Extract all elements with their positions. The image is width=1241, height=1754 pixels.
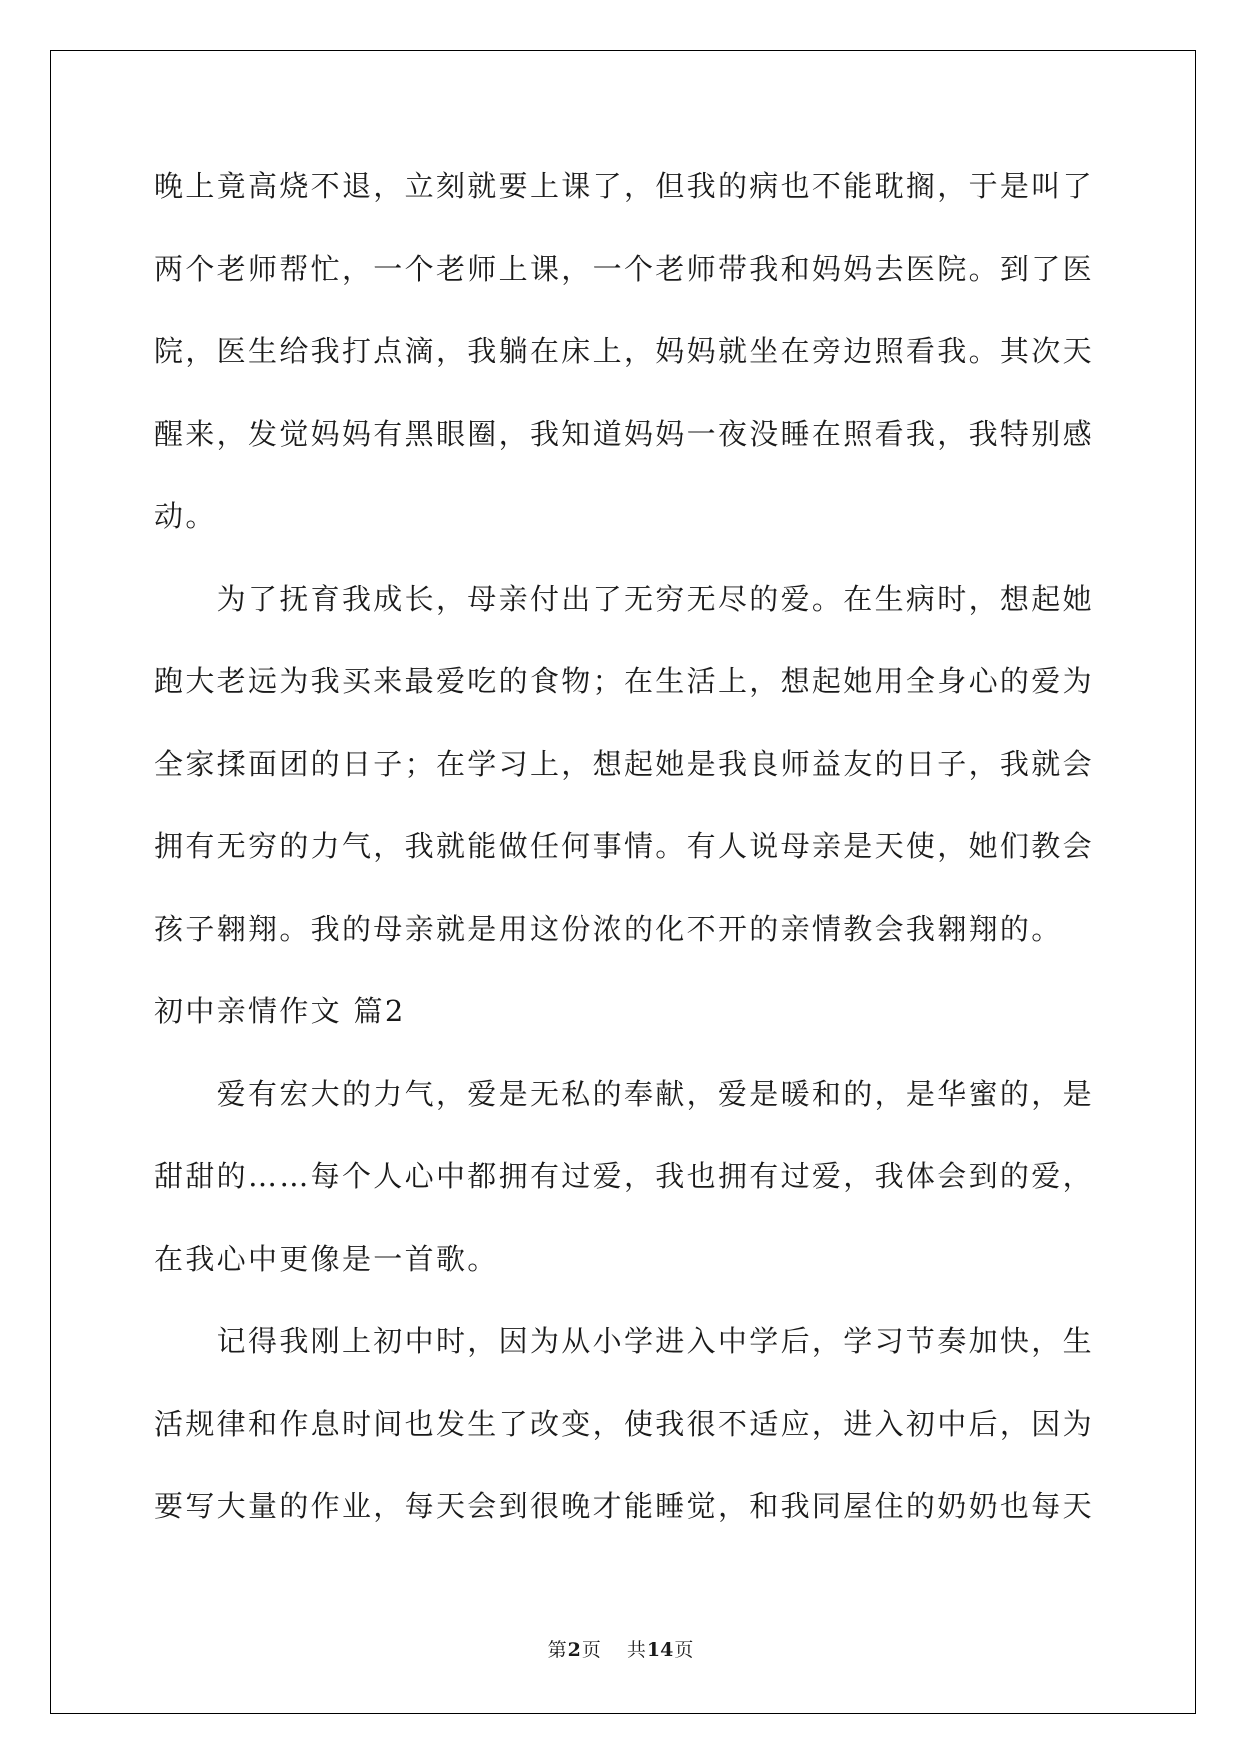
section-heading: 初中亲情作文 篇2 [154, 994, 406, 1028]
text-line: 甜甜的……每个人心中都拥有过爱，我也拥有过爱，我体会到的爱， [154, 1159, 1094, 1193]
text-line: 动。 [154, 499, 217, 533]
text-line: 院，医生给我打点滴，我躺在床上，妈妈就坐在旁边照看我。其次天 [154, 334, 1094, 368]
text-line: 记得我刚上初中时，因为从小学进入中学后，学习节奏加快，生 [216, 1324, 1094, 1358]
total-label-prefix: 共 [626, 1639, 646, 1661]
paragraph [154, 558, 1134, 971]
text-line: 两个老师帮忙，一个老师上课，一个老师带我和妈妈去医院。到了医 [154, 251, 1094, 286]
text-line: 醒来，发觉妈妈有黑眼圈，我知道妈妈一夜没睡在照看我，我特别感 [154, 416, 1094, 451]
total-pages: 14 [646, 1639, 674, 1661]
text-line: 为了抚育我成长，母亲付出了无穷无尽的爱。在生病时，想起她 [216, 581, 1094, 616]
page-footer [0, 1638, 1241, 1662]
text-line: 孩子翱翔。我的母亲就是用这份浓的化不开的亲情教会我翱翔的。 [154, 911, 1063, 946]
total-label-suffix: 页 [674, 1639, 694, 1661]
page-label-suffix: 页 [581, 1639, 601, 1661]
text-line: 晚上竟高烧不退，立刻就要上课了，但我的病也不能耽搁，于是叫了 [154, 169, 1094, 203]
page-number: 2 [567, 1639, 581, 1661]
paragraph [154, 1300, 1134, 1548]
text-line: 爱有宏大的力气，爱是无私的奉献，爱是暖和的，是华蜜的，是 [216, 1076, 1094, 1111]
paragraph [154, 1053, 1134, 1301]
page-label-prefix: 第 [547, 1639, 567, 1661]
text-line: 拥有无穷的力气，我就能做任何事情。有人说母亲是天使，她们教会 [154, 829, 1094, 863]
document-body [154, 145, 1134, 1548]
paragraph [154, 145, 1134, 558]
text-line: 跑大老远为我买来最爱吃的食物；在生活上，想起她用全身心的爱为 [154, 664, 1094, 698]
text-line: 在我心中更像是一首歌。 [154, 1241, 499, 1276]
text-line: 要写大量的作业，每天会到很晚才能睡觉，和我同屋住的奶奶也每天 [154, 1489, 1094, 1523]
text-line: 活规律和作息时间也发生了改变，使我很不适应，进入初中后，因为 [154, 1406, 1094, 1441]
text-line: 全家揉面团的日子；在学习上，想起她是我良师益友的日子，我就会 [154, 746, 1094, 781]
